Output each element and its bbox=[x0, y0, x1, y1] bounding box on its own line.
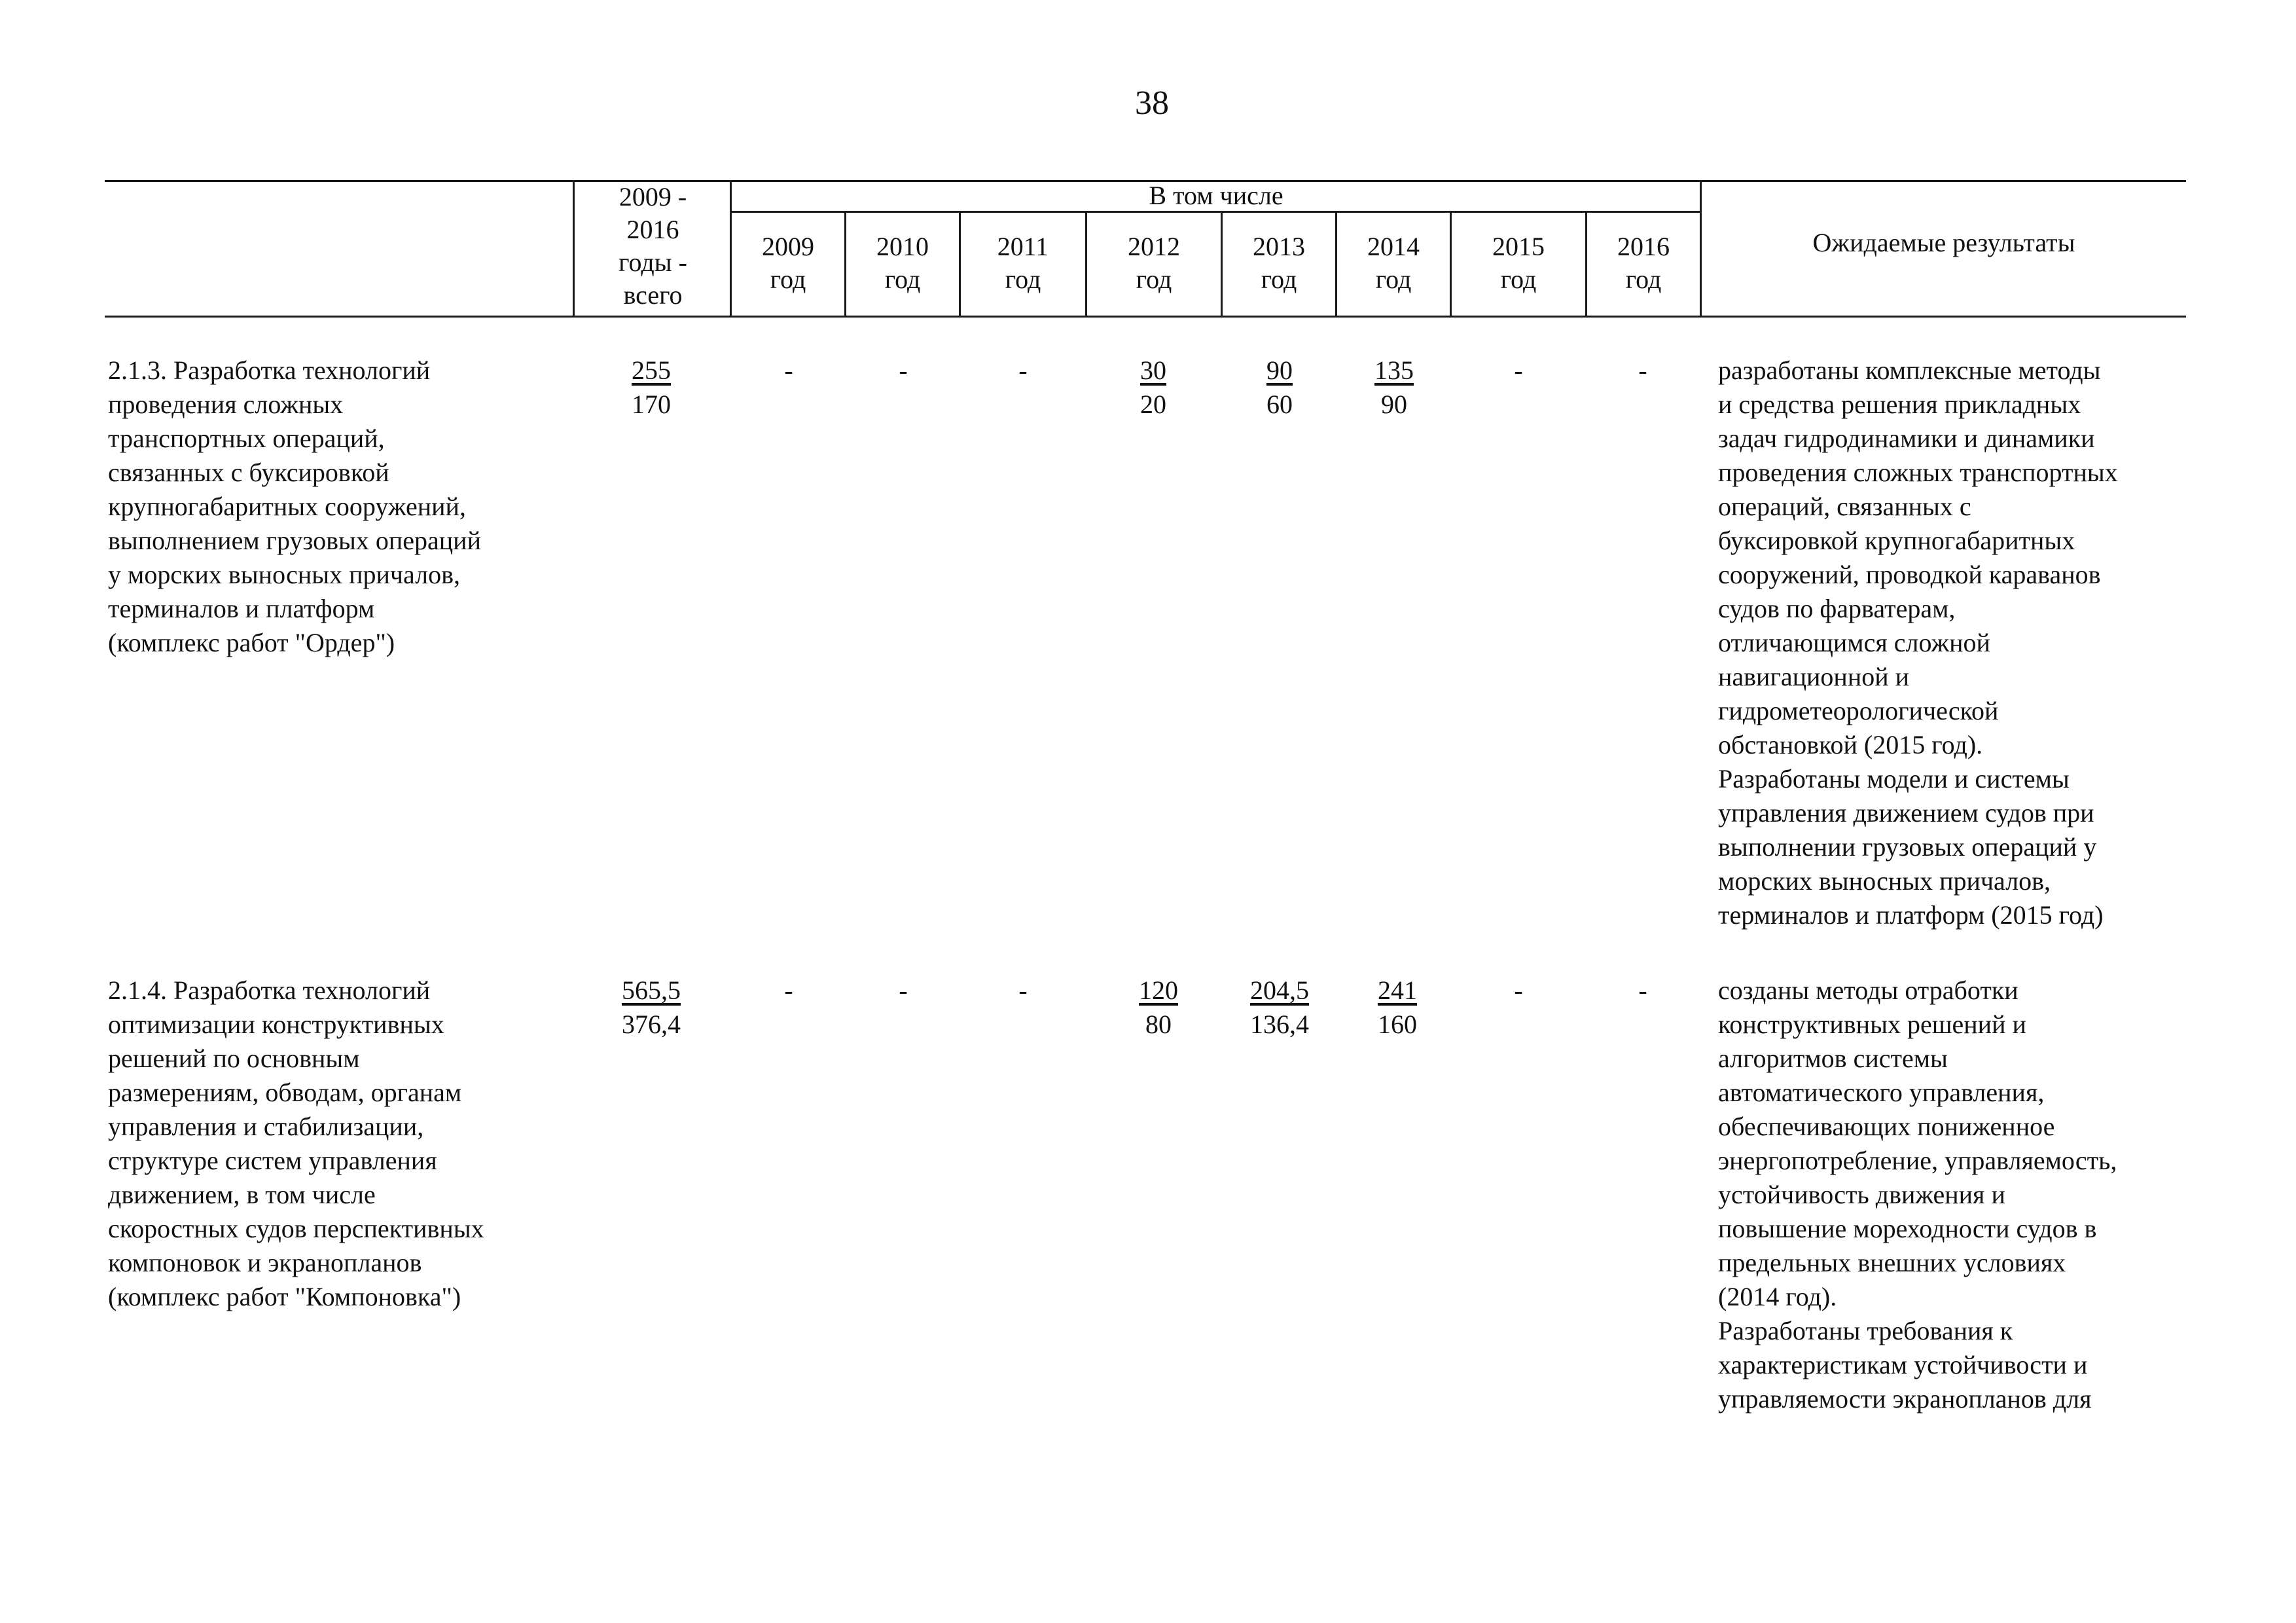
row-2014: 135 90 bbox=[1374, 356, 1414, 419]
header-bottom-rule bbox=[105, 316, 2186, 318]
header-year-2011: 2011 год bbox=[997, 232, 1049, 294]
row-2010: - bbox=[899, 976, 908, 1005]
row-2016: - bbox=[1638, 356, 1647, 385]
row-2015: - bbox=[1514, 976, 1523, 1005]
table-header bbox=[0, 0, 2296, 327]
header-year-2016: 2016 год bbox=[1617, 232, 1670, 294]
row-2013: 204,5 136,4 bbox=[1250, 976, 1309, 1039]
row-2009: - bbox=[784, 356, 793, 385]
row-2012: 30 20 bbox=[1140, 356, 1166, 419]
row-2016: - bbox=[1638, 976, 1647, 1005]
row-2011: - bbox=[1018, 356, 1028, 385]
header-results: Ожидаемые результаты bbox=[1812, 228, 2075, 257]
header-year-2015: 2015 год bbox=[1492, 232, 1545, 294]
header-year-2009: 2009 год bbox=[762, 232, 814, 294]
row-2015: - bbox=[1514, 356, 1523, 385]
header-total: 2009 - 2016 годы - всего bbox=[619, 182, 687, 310]
row-total: 255 170 bbox=[632, 356, 671, 419]
row-description: 2.1.3. Разработка технологий проведения сложных транспортных операций, связанных с буксировкой крупногабаритных сооружений, выполнением грузовых операций у морских выносных причалов, терминалов и платформ (комплекс работ "Ордер") bbox=[108, 356, 481, 657]
page-number: 38 bbox=[1135, 84, 1169, 122]
row-total: 565,5 376,4 bbox=[622, 976, 681, 1039]
row-2011: - bbox=[1018, 976, 1028, 1005]
row-2013: 90 60 bbox=[1266, 356, 1293, 419]
row-2014: 241 160 bbox=[1378, 976, 1417, 1039]
col-divider-total bbox=[573, 180, 575, 318]
row-results: созданы методы отработки конструктивных решений и алгоритмов системы автоматического управления, обеспечивающих пониженное энергопотребление, управляемость, устойчивость движения и повышение мореходности судов в предельных внешних условиях (2014 год). Разработаны требования к характеристикам устойчивости и управляемости экранопланов для bbox=[1718, 976, 2117, 1413]
header-year-2010: 2010 год bbox=[876, 232, 929, 294]
header-including: В том числе bbox=[1149, 181, 1283, 210]
row-results: разработаны комплексные методы и средства решения прикладных задач гидродинамики и динамики проведения сложных транспортных операций, связанных с буксировкой крупногабаритных сооружений, проводкой караванов судов по фарватерам, отличающимся сложной навигационной и гидрометеорологической обстановкой (2015 год). Разработаны модели и системы управления движением судов при выполнении грузовых операций у морских выносных причалов, терминалов и платформ (2015 год) bbox=[1718, 356, 2118, 930]
row-2010: - bbox=[899, 356, 908, 385]
row-2012: 120 80 bbox=[1139, 976, 1178, 1039]
row-description: 2.1.4. Разработка технологий оптимизации конструктивных решений по основным размерениям, обводам, органам управления и стабилизации, структуре систем управления движением, в том числе скоростных судов перспективных компоновок и экранопланов (комплекс работ "Компоновка") bbox=[108, 976, 484, 1311]
header-year-2013: 2013 год bbox=[1253, 232, 1305, 294]
header-year-2014: 2014 год bbox=[1367, 232, 1420, 294]
row-2009: - bbox=[784, 976, 793, 1005]
header-year-2012: 2012 год bbox=[1128, 232, 1180, 294]
